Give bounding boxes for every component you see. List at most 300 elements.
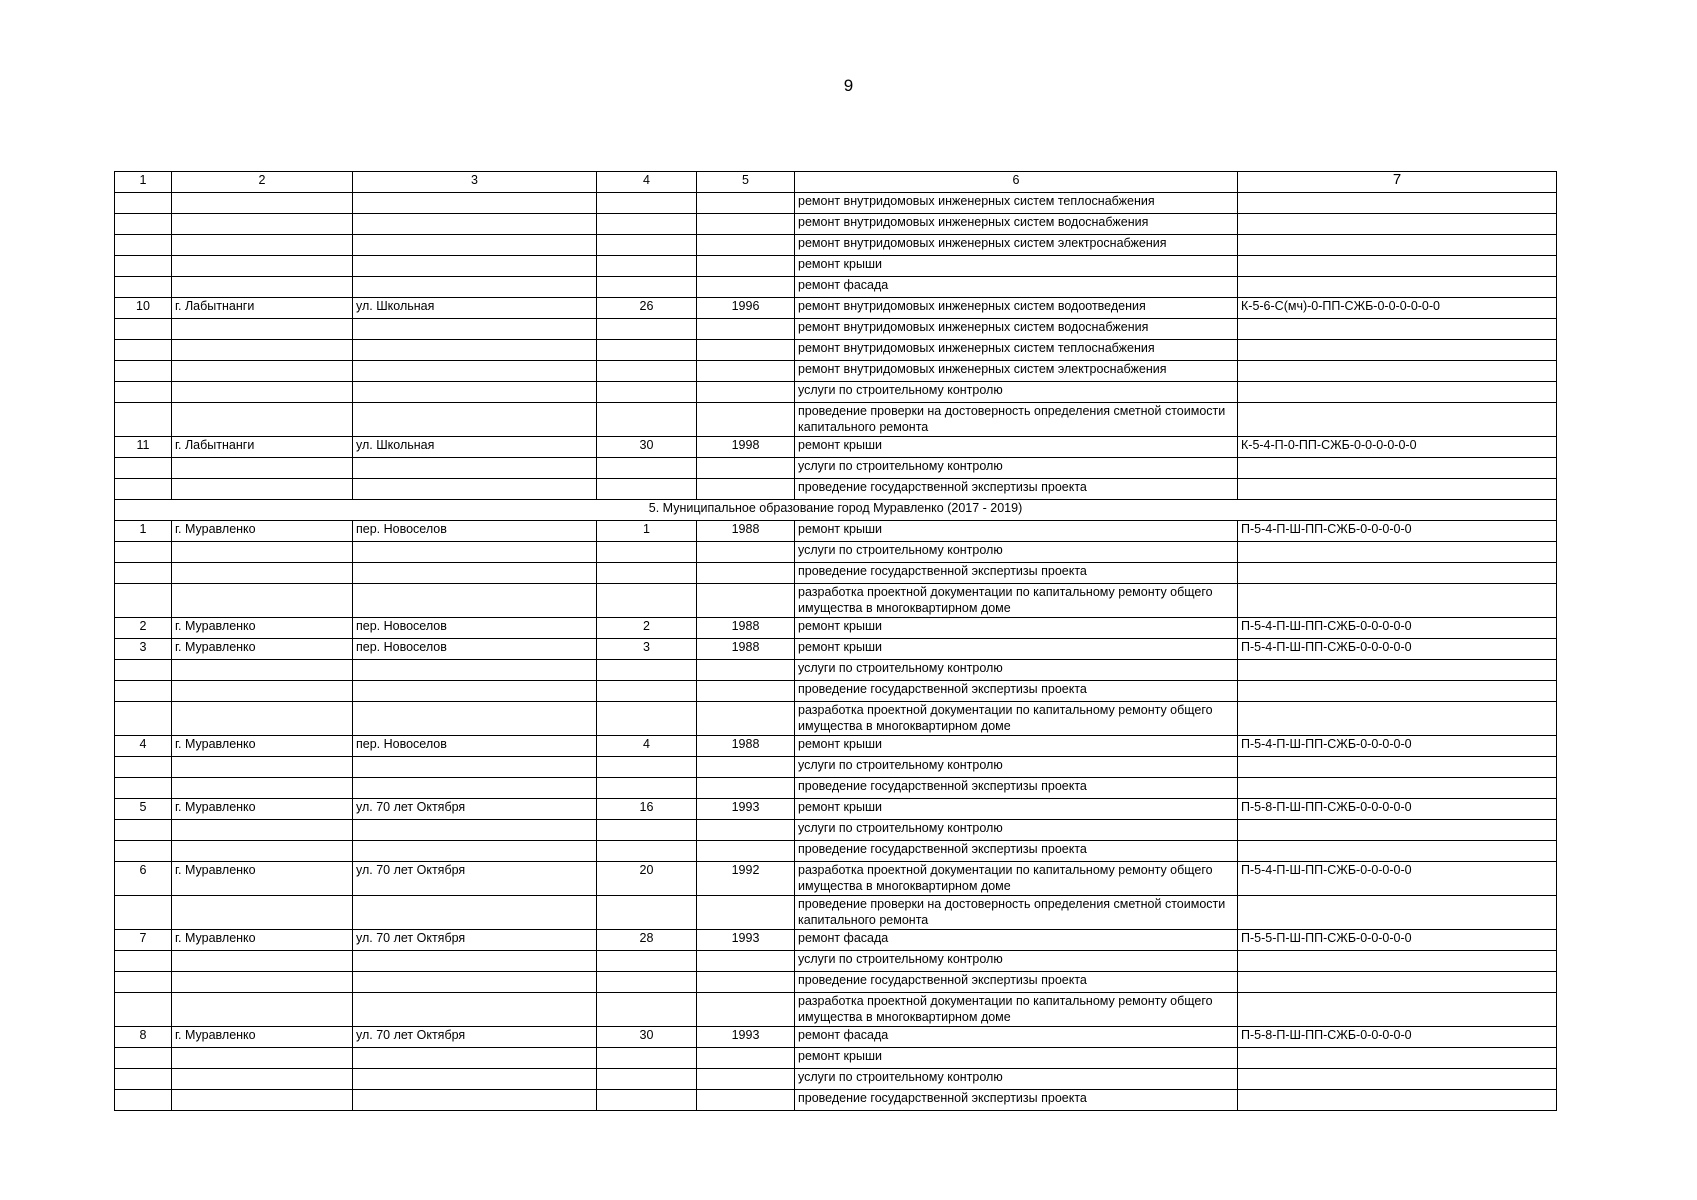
table-row — [115, 563, 1557, 584]
city-cell: г. Муравленко — [172, 618, 353, 639]
house-code-cell — [1238, 972, 1557, 993]
row-number-cell: 7 — [115, 930, 172, 951]
table-row — [115, 340, 1557, 361]
build-year-cell — [697, 563, 795, 584]
table-row — [115, 361, 1557, 382]
city-cell — [172, 277, 353, 298]
street-cell: пер. Новоселов — [353, 736, 597, 757]
build-year-cell: 1988 — [697, 736, 795, 757]
row-number-cell: 8 — [115, 1027, 172, 1048]
build-year-cell — [697, 972, 795, 993]
city-cell — [172, 214, 353, 235]
table-row — [115, 382, 1557, 403]
house-number-cell: 4 — [597, 736, 697, 757]
house-code-cell — [1238, 256, 1557, 277]
house-number-cell — [597, 277, 697, 298]
build-year-cell — [697, 235, 795, 256]
build-year-cell — [697, 277, 795, 298]
table-row — [115, 458, 1557, 479]
row-number-cell — [115, 479, 172, 500]
table-row — [115, 235, 1557, 256]
build-year-cell: 1988 — [697, 639, 795, 660]
row-number-cell — [115, 660, 172, 681]
table-row — [115, 1090, 1557, 1111]
build-year-cell: 1988 — [697, 618, 795, 639]
work-type-cell: услуги по строительному контролю — [795, 542, 1238, 563]
work-type-cell: проведение государственной экспертизы проекта — [795, 972, 1238, 993]
house-number-cell — [597, 841, 697, 862]
street-cell — [353, 361, 597, 382]
city-cell — [172, 757, 353, 778]
house-number-cell — [597, 681, 697, 702]
house-number-cell — [597, 235, 697, 256]
row-number-cell: 1 — [115, 521, 172, 542]
work-type-cell: ремонт крыши — [795, 618, 1238, 639]
table-row — [115, 972, 1557, 993]
house-number-cell — [597, 660, 697, 681]
house-code-cell — [1238, 563, 1557, 584]
street-cell — [353, 972, 597, 993]
table-row — [115, 951, 1557, 972]
row-number-cell — [115, 1069, 172, 1090]
row-number-cell — [115, 319, 172, 340]
house-number-cell — [597, 951, 697, 972]
work-type-cell: ремонт внутридомовых инженерных систем водоснабжения — [795, 214, 1238, 235]
build-year-cell — [697, 193, 795, 214]
city-cell: г. Муравленко — [172, 1027, 353, 1048]
city-cell — [172, 841, 353, 862]
city-cell — [172, 820, 353, 841]
house-code-cell — [1238, 382, 1557, 403]
row-number-cell — [115, 1090, 172, 1111]
work-type-cell: ремонт крыши — [795, 639, 1238, 660]
work-type-cell: проведение государственной экспертизы проекта — [795, 563, 1238, 584]
row-number-cell — [115, 340, 172, 361]
house-code-cell: П-5-4-П-Ш-ПП-СЖБ-0-0-0-0-0 — [1238, 862, 1557, 896]
city-cell — [172, 1048, 353, 1069]
build-year-cell — [697, 479, 795, 500]
house-code-cell — [1238, 1048, 1557, 1069]
work-type-cell: разработка проектной документации по капитальному ремонту общего имущества в многоквартирном доме — [795, 993, 1238, 1027]
house-number-cell: 30 — [597, 437, 697, 458]
work-type-cell: проведение государственной экспертизы проекта — [795, 1090, 1238, 1111]
street-cell — [353, 235, 597, 256]
house-number-cell — [597, 382, 697, 403]
house-number-cell: 30 — [597, 1027, 697, 1048]
column-number-header: 7 — [1238, 172, 1557, 193]
city-cell: г. Муравленко — [172, 930, 353, 951]
work-type-cell: ремонт фасада — [795, 930, 1238, 951]
table-row — [115, 639, 1557, 660]
house-number-cell — [597, 403, 697, 437]
house-code-cell: П-5-5-П-Ш-ПП-СЖБ-0-0-0-0-0 — [1238, 930, 1557, 951]
city-cell — [172, 340, 353, 361]
row-number-cell — [115, 702, 172, 736]
build-year-cell — [697, 403, 795, 437]
column-number-header: 2 — [172, 172, 353, 193]
row-number-cell — [115, 563, 172, 584]
table-row — [115, 820, 1557, 841]
city-cell — [172, 256, 353, 277]
table-row — [115, 542, 1557, 563]
row-number-cell — [115, 972, 172, 993]
table-row — [115, 736, 1557, 757]
house-number-cell — [597, 214, 697, 235]
column-number-row — [115, 172, 1557, 193]
house-code-cell: П-5-8-П-Ш-ПП-СЖБ-0-0-0-0-0 — [1238, 1027, 1557, 1048]
house-code-cell: П-5-8-П-Ш-ПП-СЖБ-0-0-0-0-0 — [1238, 799, 1557, 820]
column-number-header: 4 — [597, 172, 697, 193]
house-code-cell: К-5-6-С(мч)-0-ПП-СЖБ-0-0-0-0-0-0 — [1238, 298, 1557, 319]
build-year-cell — [697, 993, 795, 1027]
work-type-cell: проведение государственной экспертизы проекта — [795, 841, 1238, 862]
house-code-cell: П-5-4-П-Ш-ПП-СЖБ-0-0-0-0-0 — [1238, 639, 1557, 660]
work-type-cell: проведение проверки на достоверность определения сметной стоимости капитального ремонта — [795, 403, 1238, 437]
build-year-cell — [697, 820, 795, 841]
column-number-header: 5 — [697, 172, 795, 193]
page-number: 9 — [843, 76, 854, 95]
house-number-cell — [597, 757, 697, 778]
city-cell — [172, 479, 353, 500]
house-code-cell — [1238, 479, 1557, 500]
street-cell — [353, 193, 597, 214]
table-row — [115, 778, 1557, 799]
work-type-cell: ремонт фасада — [795, 277, 1238, 298]
house-number-cell — [597, 563, 697, 584]
house-number-cell — [597, 340, 697, 361]
build-year-cell — [697, 951, 795, 972]
city-cell — [172, 951, 353, 972]
build-year-cell — [697, 542, 795, 563]
table-row — [115, 660, 1557, 681]
table-row — [115, 277, 1557, 298]
table-row — [115, 521, 1557, 542]
row-number-cell: 2 — [115, 618, 172, 639]
table-row — [115, 799, 1557, 820]
street-cell — [353, 681, 597, 702]
build-year-cell: 1993 — [697, 799, 795, 820]
street-cell: пер. Новоселов — [353, 618, 597, 639]
street-cell — [353, 1069, 597, 1090]
house-number-cell — [597, 896, 697, 930]
street-cell — [353, 479, 597, 500]
street-cell — [353, 563, 597, 584]
city-cell — [172, 361, 353, 382]
build-year-cell — [697, 458, 795, 479]
table-row — [115, 618, 1557, 639]
table-row — [115, 319, 1557, 340]
house-number-cell: 16 — [597, 799, 697, 820]
house-code-cell — [1238, 319, 1557, 340]
column-number-header: 3 — [353, 172, 597, 193]
row-number-cell — [115, 681, 172, 702]
house-number-cell: 26 — [597, 298, 697, 319]
house-code-cell — [1238, 403, 1557, 437]
build-year-cell — [697, 778, 795, 799]
city-cell — [172, 403, 353, 437]
table-row — [115, 437, 1557, 458]
work-type-cell: ремонт крыши — [795, 437, 1238, 458]
city-cell — [172, 1090, 353, 1111]
row-number-cell — [115, 256, 172, 277]
city-cell — [172, 993, 353, 1027]
house-number-cell — [597, 584, 697, 618]
house-code-cell — [1238, 896, 1557, 930]
city-cell — [172, 382, 353, 403]
build-year-cell — [697, 681, 795, 702]
house-number-cell — [597, 361, 697, 382]
city-cell: г. Лабытнанги — [172, 298, 353, 319]
city-cell — [172, 702, 353, 736]
build-year-cell: 1993 — [697, 930, 795, 951]
table-body — [115, 172, 1557, 1111]
city-cell — [172, 896, 353, 930]
work-type-cell: проведение государственной экспертизы проекта — [795, 778, 1238, 799]
table-row — [115, 1069, 1557, 1090]
house-code-cell: П-5-4-П-Ш-ПП-СЖБ-0-0-0-0-0 — [1238, 736, 1557, 757]
row-number-cell: 6 — [115, 862, 172, 896]
city-cell: г. Муравленко — [172, 521, 353, 542]
row-number-cell: 10 — [115, 298, 172, 319]
house-code-cell — [1238, 1069, 1557, 1090]
row-number-cell: 5 — [115, 799, 172, 820]
work-type-cell: услуги по строительному контролю — [795, 951, 1238, 972]
build-year-cell: 1988 — [697, 521, 795, 542]
work-type-cell: разработка проектной документации по капитальному ремонту общего имущества в многоквартирном доме — [795, 584, 1238, 618]
house-code-cell — [1238, 542, 1557, 563]
table-row — [115, 256, 1557, 277]
table-row — [115, 841, 1557, 862]
city-cell: г. Лабытнанги — [172, 437, 353, 458]
build-year-cell — [697, 319, 795, 340]
table-row — [115, 1048, 1557, 1069]
house-code-cell — [1238, 681, 1557, 702]
build-year-cell — [697, 382, 795, 403]
row-number-cell: 4 — [115, 736, 172, 757]
row-number-cell — [115, 458, 172, 479]
house-code-cell — [1238, 660, 1557, 681]
house-number-cell — [597, 1048, 697, 1069]
house-number-cell: 2 — [597, 618, 697, 639]
house-code-cell — [1238, 993, 1557, 1027]
city-cell — [172, 778, 353, 799]
row-number-cell: 11 — [115, 437, 172, 458]
house-code-cell — [1238, 702, 1557, 736]
street-cell — [353, 256, 597, 277]
house-number-cell — [597, 458, 697, 479]
street-cell — [353, 778, 597, 799]
build-year-cell — [697, 896, 795, 930]
city-cell: г. Муравленко — [172, 862, 353, 896]
street-cell: ул. Школьная — [353, 298, 597, 319]
city-cell: г. Муравленко — [172, 639, 353, 660]
street-cell — [353, 820, 597, 841]
city-cell: г. Муравленко — [172, 736, 353, 757]
work-type-cell: ремонт крыши — [795, 256, 1238, 277]
house-number-cell — [597, 256, 697, 277]
house-number-cell: 3 — [597, 639, 697, 660]
section-header-row — [115, 500, 1557, 521]
row-number-cell — [115, 361, 172, 382]
city-cell — [172, 1069, 353, 1090]
row-number-cell — [115, 214, 172, 235]
house-number-cell: 28 — [597, 930, 697, 951]
city-cell — [172, 584, 353, 618]
street-cell: ул. 70 лет Октября — [353, 1027, 597, 1048]
street-cell: пер. Новоселов — [353, 639, 597, 660]
build-year-cell — [697, 1048, 795, 1069]
city-cell — [172, 458, 353, 479]
row-number-cell — [115, 542, 172, 563]
street-cell — [353, 382, 597, 403]
work-type-cell: ремонт внутридомовых инженерных систем водоснабжения — [795, 319, 1238, 340]
street-cell: ул. Школьная — [353, 437, 597, 458]
street-cell: ул. 70 лет Октября — [353, 862, 597, 896]
work-type-cell: ремонт крыши — [795, 799, 1238, 820]
build-year-cell — [697, 214, 795, 235]
work-type-cell: разработка проектной документации по капитальному ремонту общего имущества в многоквартирном доме — [795, 702, 1238, 736]
house-number-cell — [597, 479, 697, 500]
house-number-cell — [597, 778, 697, 799]
table-row — [115, 757, 1557, 778]
house-code-cell — [1238, 584, 1557, 618]
work-type-cell: услуги по строительному контролю — [795, 458, 1238, 479]
street-cell — [353, 1048, 597, 1069]
work-type-cell: услуги по строительному контролю — [795, 382, 1238, 403]
house-code-cell — [1238, 1090, 1557, 1111]
house-number-cell — [597, 1090, 697, 1111]
house-code-cell — [1238, 277, 1557, 298]
table-row — [115, 479, 1557, 500]
work-type-cell: проведение проверки на достоверность определения сметной стоимости капитального ремонта — [795, 896, 1238, 930]
house-number-cell — [597, 319, 697, 340]
build-year-cell — [697, 340, 795, 361]
work-type-cell: ремонт фасада — [795, 1027, 1238, 1048]
city-cell — [172, 681, 353, 702]
work-type-cell: ремонт внутридомовых инженерных систем теплоснабжения — [795, 340, 1238, 361]
build-year-cell — [697, 757, 795, 778]
house-number-cell — [597, 702, 697, 736]
house-number-cell: 1 — [597, 521, 697, 542]
house-code-cell — [1238, 841, 1557, 862]
street-cell — [353, 214, 597, 235]
build-year-cell — [697, 702, 795, 736]
work-type-cell: разработка проектной документации по капитальному ремонту общего имущества в многоквартирном доме — [795, 862, 1238, 896]
row-number-cell — [115, 1048, 172, 1069]
street-cell: пер. Новоселов — [353, 521, 597, 542]
build-year-cell: 1996 — [697, 298, 795, 319]
row-number-cell — [115, 277, 172, 298]
work-type-cell: ремонт крыши — [795, 1048, 1238, 1069]
work-type-cell: ремонт внутридомовых инженерных систем электроснабжения — [795, 361, 1238, 382]
table-row — [115, 584, 1557, 618]
work-type-cell: ремонт крыши — [795, 521, 1238, 542]
build-year-cell — [697, 361, 795, 382]
work-type-cell: ремонт крыши — [795, 736, 1238, 757]
house-code-cell — [1238, 340, 1557, 361]
table-row — [115, 993, 1557, 1027]
house-number-cell — [597, 193, 697, 214]
street-cell — [353, 841, 597, 862]
street-cell — [353, 993, 597, 1027]
house-code-cell: П-5-4-П-Ш-ПП-СЖБ-0-0-0-0-0 — [1238, 521, 1557, 542]
house-number-cell — [597, 1069, 697, 1090]
street-cell — [353, 277, 597, 298]
house-code-cell — [1238, 193, 1557, 214]
build-year-cell: 1992 — [697, 862, 795, 896]
row-number-cell — [115, 403, 172, 437]
house-code-cell — [1238, 778, 1557, 799]
street-cell — [353, 458, 597, 479]
work-type-cell: услуги по строительному контролю — [795, 757, 1238, 778]
row-number-cell — [115, 757, 172, 778]
build-year-cell — [697, 841, 795, 862]
street-cell — [353, 340, 597, 361]
column-number-header: 1 — [115, 172, 172, 193]
city-cell — [172, 563, 353, 584]
house-code-cell — [1238, 361, 1557, 382]
row-number-cell — [115, 584, 172, 618]
build-year-cell — [697, 584, 795, 618]
work-type-cell: ремонт внутридомовых инженерных систем теплоснабжения — [795, 193, 1238, 214]
table-row — [115, 681, 1557, 702]
work-type-cell: услуги по строительному контролю — [795, 1069, 1238, 1090]
table-row — [115, 1027, 1557, 1048]
row-number-cell — [115, 820, 172, 841]
street-cell — [353, 702, 597, 736]
city-cell — [172, 972, 353, 993]
row-number-cell: 3 — [115, 639, 172, 660]
house-code-cell — [1238, 458, 1557, 479]
table-row — [115, 298, 1557, 319]
table-row — [115, 702, 1557, 736]
column-number-header: 6 — [795, 172, 1238, 193]
house-number-cell — [597, 972, 697, 993]
build-year-cell — [697, 1069, 795, 1090]
row-number-cell — [115, 896, 172, 930]
house-code-cell — [1238, 757, 1557, 778]
city-cell — [172, 319, 353, 340]
table-row — [115, 214, 1557, 235]
house-number-cell — [597, 993, 697, 1027]
work-type-cell: услуги по строительному контролю — [795, 820, 1238, 841]
house-code-cell — [1238, 820, 1557, 841]
repair-program-table — [114, 171, 1557, 1111]
street-cell: ул. 70 лет Октября — [353, 930, 597, 951]
city-cell — [172, 660, 353, 681]
table-row — [115, 862, 1557, 896]
table-row — [115, 193, 1557, 214]
street-cell — [353, 951, 597, 972]
street-cell — [353, 660, 597, 681]
street-cell — [353, 1090, 597, 1111]
street-cell: ул. 70 лет Октября — [353, 799, 597, 820]
house-code-cell — [1238, 214, 1557, 235]
house-number-cell: 20 — [597, 862, 697, 896]
section-title: 5. Муниципальное образование город Муравленко (2017 - 2019) — [115, 500, 1557, 521]
build-year-cell: 1998 — [697, 437, 795, 458]
row-number-cell — [115, 235, 172, 256]
row-number-cell — [115, 382, 172, 403]
street-cell — [353, 319, 597, 340]
table-row — [115, 930, 1557, 951]
table-row — [115, 896, 1557, 930]
city-cell — [172, 235, 353, 256]
street-cell — [353, 584, 597, 618]
row-number-cell — [115, 778, 172, 799]
work-type-cell: ремонт внутридомовых инженерных систем водоотведения — [795, 298, 1238, 319]
street-cell — [353, 896, 597, 930]
